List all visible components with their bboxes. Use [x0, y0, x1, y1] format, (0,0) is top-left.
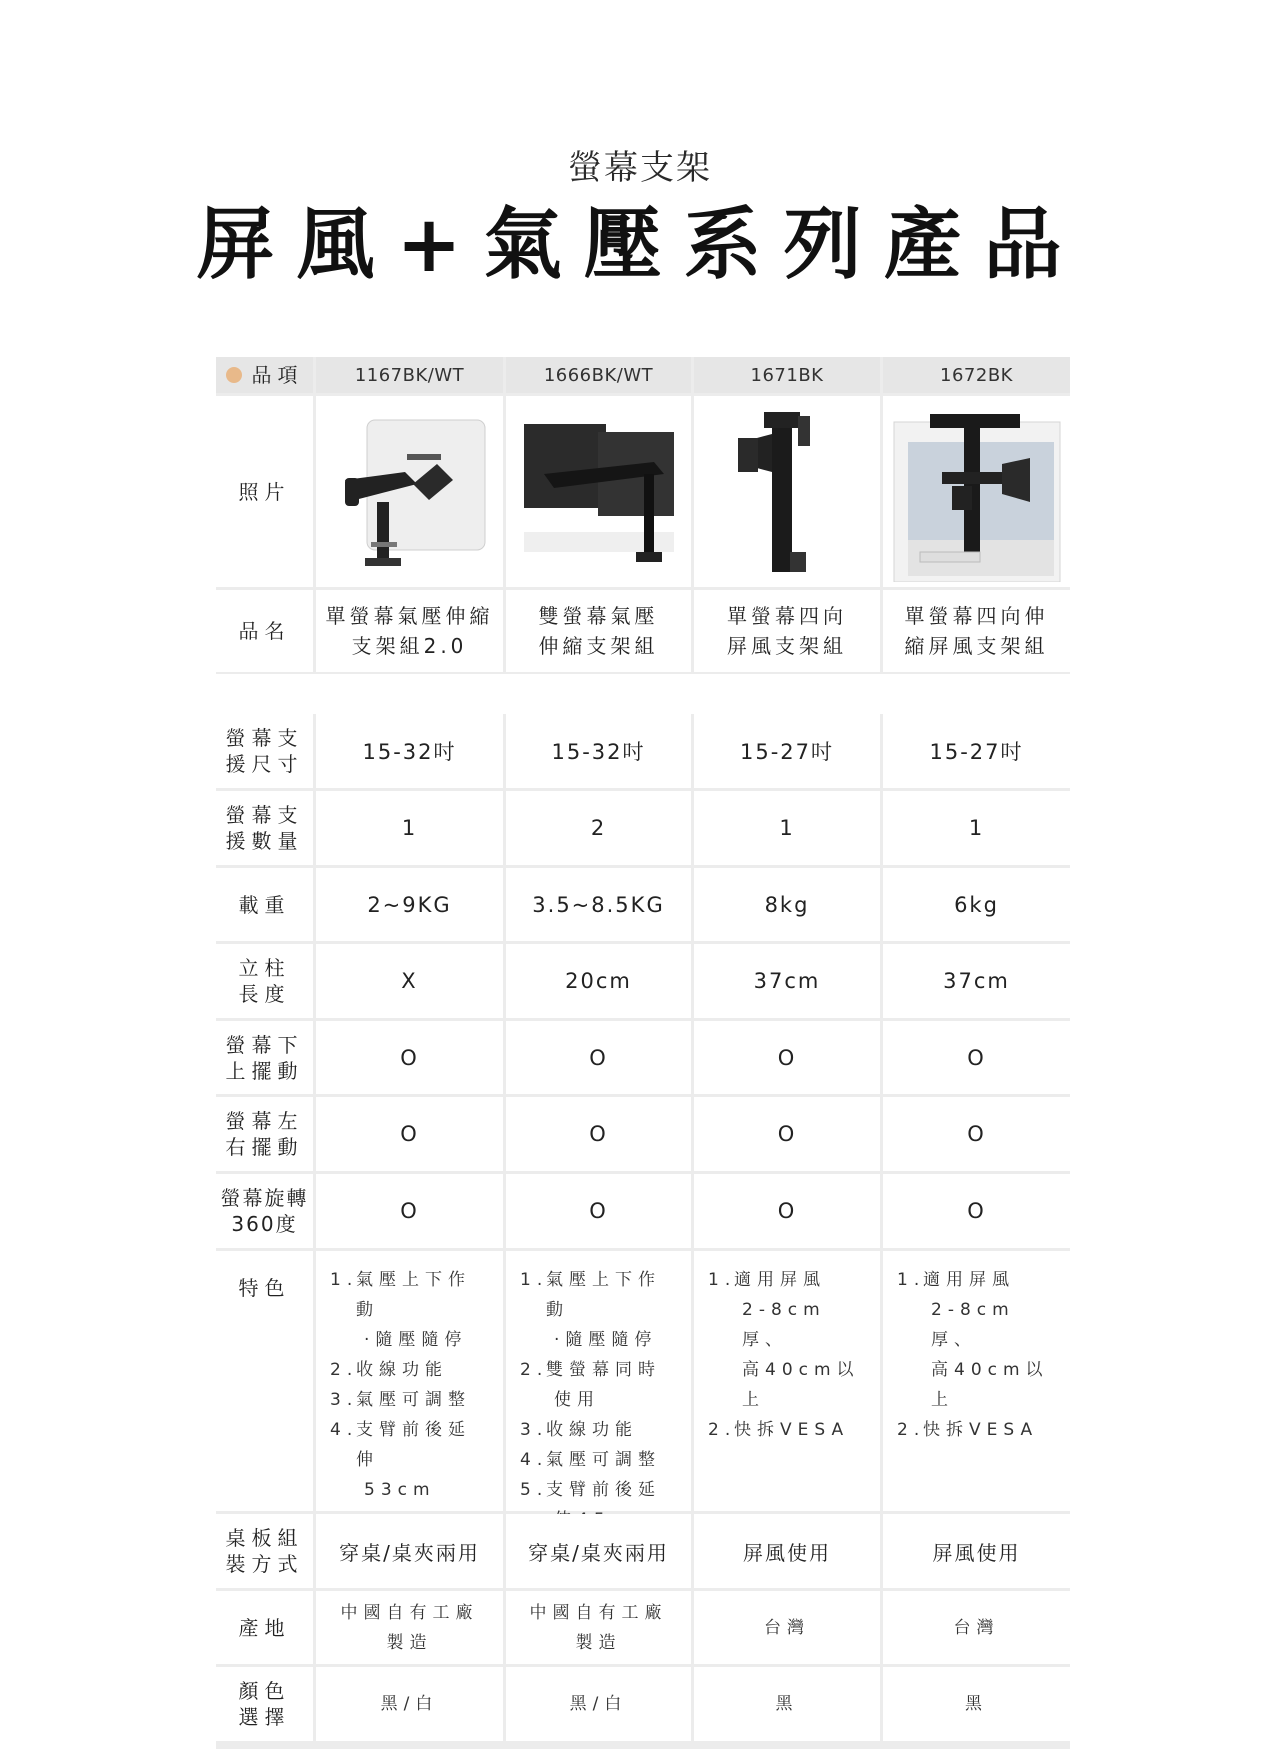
feature-line: 5. 支臂前後延 — [520, 1480, 661, 1500]
spec-value: O — [506, 1174, 691, 1248]
spec-value: 1 — [694, 791, 880, 865]
spec-table — [216, 714, 1070, 1749]
spec-label: 產地 — [216, 1591, 313, 1664]
spec-label: 載重 — [216, 868, 313, 941]
product-photo-3 — [694, 396, 880, 587]
spec-value: O — [506, 1097, 691, 1171]
feature-line: 3. 收線功能 — [520, 1420, 638, 1440]
product-photo-1 — [316, 396, 503, 587]
spec-value: 3.5~8.5KG — [506, 868, 691, 941]
spec-value: O — [883, 1021, 1070, 1094]
spec-value: 37cm — [694, 944, 880, 1018]
spec-label: 螢幕旋轉 360度 — [216, 1174, 313, 1248]
name-label: 品名 — [216, 590, 313, 672]
feature-line: 53cm — [364, 1480, 436, 1500]
spec-label: 顏色 選擇 — [216, 1667, 313, 1741]
spec-value: 15-32吋 — [506, 714, 691, 788]
product-name-2: 雙螢幕氣壓 伸縮支架組 — [506, 590, 691, 672]
spec-value: 屏風使用 — [883, 1514, 1070, 1588]
spec-value: 黑 — [694, 1667, 880, 1741]
feature-line: 2. 收線功能 — [330, 1360, 448, 1380]
spec-label: 螢幕下 上擺動 — [216, 1021, 313, 1094]
spec-value: O — [883, 1174, 1070, 1248]
model-2: 1666BK/WT — [506, 357, 691, 393]
features-cell — [316, 1251, 503, 1511]
item-header: 品項 — [216, 357, 313, 393]
spec-label: 立柱 長度 — [216, 944, 313, 1018]
spec-value: O — [316, 1021, 503, 1094]
features-cell — [506, 1251, 691, 1511]
spec-value: 1 — [316, 791, 503, 865]
feature-line: 2. 雙螢幕同時 — [520, 1360, 661, 1380]
feature-line: 使用 — [554, 1390, 600, 1410]
feature-line: 2. 快拆VESA — [708, 1420, 850, 1440]
feature-line: 4. 支臂前後延伸 — [330, 1420, 471, 1470]
feature-line: 4. 氣壓可調整 — [520, 1450, 661, 1470]
spec-value: 穿桌/桌夾兩用 — [506, 1514, 691, 1588]
spec-value: 中國自有工廠 製造 — [316, 1591, 503, 1664]
subtitle: 螢幕支架 — [568, 148, 712, 188]
model-1: 1167BK/WT — [316, 357, 503, 393]
product-header-table — [216, 357, 1070, 674]
spec-value: 台灣 — [694, 1591, 880, 1664]
spec-value: 15-27吋 — [883, 714, 1070, 788]
spec-value: 20cm — [506, 944, 691, 1018]
spec-value: 中國自有工廠 製造 — [506, 1591, 691, 1664]
model-4: 1672BK — [883, 357, 1070, 393]
spec-value: O — [506, 1021, 691, 1094]
spec-value: O — [694, 1021, 880, 1094]
spec-value: O — [316, 1174, 503, 1248]
feature-line: 3. 氣壓可調整 — [330, 1390, 471, 1410]
product-name-1: 單螢幕氣壓伸縮 支架組2.0 — [316, 590, 503, 672]
feature-line: 1. 適用屏風 — [897, 1270, 1015, 1290]
feature-line: 1. 適用屏風 — [708, 1270, 826, 1290]
spec-label: 桌板組 裝方式 — [216, 1514, 313, 1588]
spec-value: 黑/白 — [506, 1667, 691, 1741]
spec-label: 螢幕左 右擺動 — [216, 1097, 313, 1171]
features-cell — [883, 1251, 1070, 1511]
feature-line: 高40cm以上 — [742, 1360, 860, 1410]
spec-value: 台灣 — [883, 1591, 1070, 1664]
spec-value: 1 — [883, 791, 1070, 865]
spec-value: 黑/白 — [316, 1667, 503, 1741]
feature-line: ‧隨壓隨停 — [554, 1330, 658, 1350]
spec-value: 6kg — [883, 868, 1070, 941]
spec-label: 螢幕支 援數量 — [216, 791, 313, 865]
spec-value: 15-32吋 — [316, 714, 503, 788]
spec-value: O — [883, 1097, 1070, 1171]
product-photo-4 — [883, 396, 1070, 587]
spec-value: 37cm — [883, 944, 1070, 1018]
photo-label: 照片 — [216, 396, 313, 587]
feature-line: 1. 氣壓上下作動 — [520, 1270, 661, 1320]
spec-value: 屏風使用 — [694, 1514, 880, 1588]
product-name-3: 單螢幕四向 屏風支架組 — [694, 590, 880, 672]
spec-value: 2 — [506, 791, 691, 865]
product-name-4: 單螢幕四向伸 縮屏風支架組 — [883, 590, 1070, 672]
spec-value: O — [316, 1097, 503, 1171]
spec-value: O — [694, 1174, 880, 1248]
spec-label: 螢幕支 援尺寸 — [216, 714, 313, 788]
spec-value: 黑 — [883, 1667, 1070, 1741]
page-title: 屏風+氣壓系列產品 — [196, 200, 1084, 290]
spec-value: 穿桌/桌夾兩用 — [316, 1514, 503, 1588]
feature-line: 2-8cm厚、 — [742, 1300, 826, 1350]
feature-line: 1. 氣壓上下作動 — [330, 1270, 471, 1320]
spec-value: O — [694, 1097, 880, 1171]
feature-line: ‧隨壓隨停 — [364, 1330, 468, 1350]
product-photo-2 — [506, 396, 691, 587]
feature-line: 高40cm以上 — [931, 1360, 1049, 1410]
spec-value: 8kg — [694, 868, 880, 941]
dot-icon — [226, 367, 242, 383]
features-cell — [694, 1251, 880, 1511]
feature-line: 2-8cm厚、 — [931, 1300, 1015, 1350]
features-label: 特色 — [216, 1251, 313, 1511]
spec-value: 2~9KG — [316, 868, 503, 941]
model-3: 1671BK — [694, 357, 880, 393]
feature-line: 2. 快拆VESA — [897, 1420, 1039, 1440]
spec-value: X — [316, 944, 503, 1018]
spec-value: 15-27吋 — [694, 714, 880, 788]
